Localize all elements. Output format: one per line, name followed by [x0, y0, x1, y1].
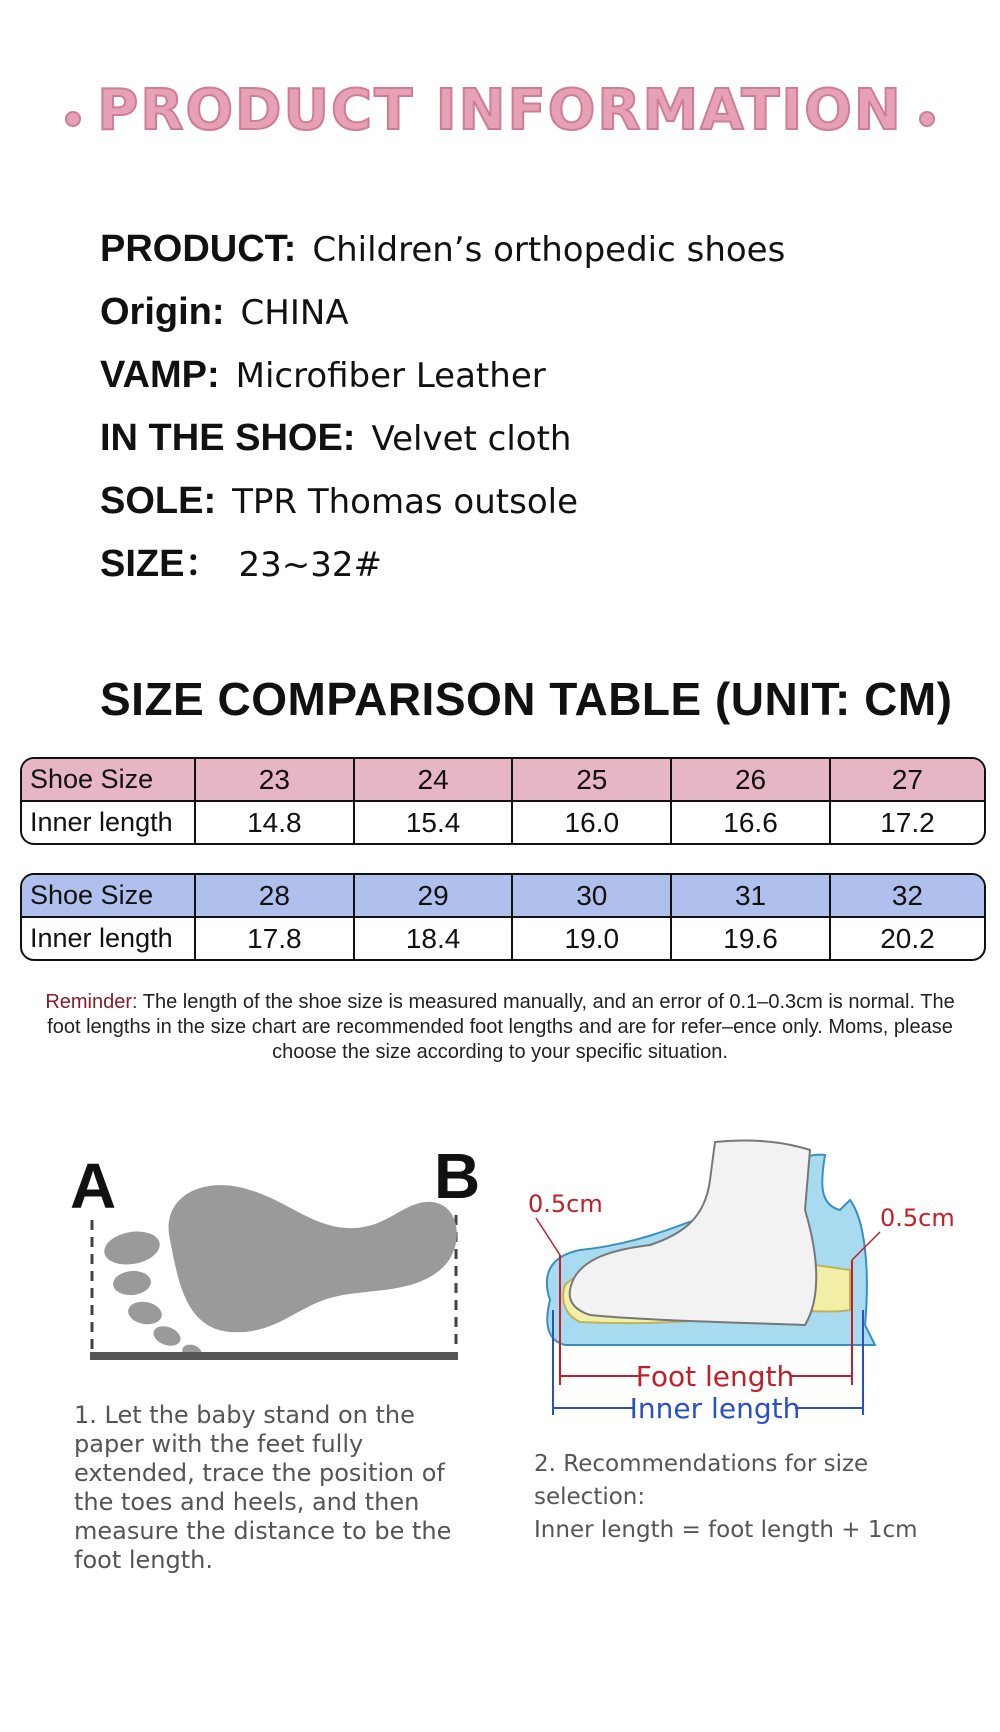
info-value: Children’s orthopedic shoes: [312, 230, 786, 270]
gap-leader-left: [536, 1218, 560, 1255]
info-row-in-the-shoe: [100, 407, 785, 470]
size-table-1: [20, 757, 986, 845]
size-table-title: SIZE COMPARISON TABLE (UNIT: CM): [100, 673, 953, 725]
table-cell: 19.0: [513, 918, 672, 959]
table-cell: 16.6: [672, 802, 831, 843]
marker-b-label: B: [434, 1140, 481, 1212]
table-cell: 17.2: [880, 806, 935, 838]
table-cell: 27: [831, 759, 984, 802]
table-cell: 28: [196, 875, 355, 918]
table-cell: 32: [831, 875, 984, 918]
step-2-line-1: 2. Recommendations for size selection:: [534, 1451, 869, 1510]
row-label: Shoe Size: [22, 759, 196, 802]
gap-label-right: 0.5cm: [880, 1204, 955, 1232]
shoe-cross-section-diagram: [520, 1110, 960, 1440]
row-label: Inner length: [22, 802, 196, 843]
table-cell: 24: [355, 759, 514, 802]
table-row-shoe-size: [22, 875, 984, 918]
table-cell: 29: [355, 875, 514, 918]
reminder-label: Reminder:: [45, 991, 138, 1013]
gap-label-left: 0.5cm: [528, 1190, 603, 1218]
info-row-vamp: [100, 344, 785, 407]
paper-baseline: [90, 1352, 458, 1360]
info-key: VAMP:: [100, 354, 220, 396]
table-cell: 23: [196, 759, 355, 802]
table-cell: 31: [672, 875, 831, 918]
info-key: SOLE:: [100, 480, 217, 522]
table-cell: 20.2: [880, 922, 935, 954]
info-key: SIZE：: [100, 543, 223, 585]
page-title: [0, 78, 1000, 143]
info-row-sole: [100, 470, 785, 533]
info-key: IN THE SHOE:: [100, 417, 356, 459]
info-key: PRODUCT:: [100, 228, 297, 270]
reminder-note: [30, 990, 970, 1065]
table-cell: 26: [672, 759, 831, 802]
info-row-origin: [100, 281, 785, 344]
table-row-inner-length: [22, 918, 984, 959]
table-cell: 30: [513, 875, 672, 918]
step-2-line-2: Inner length = foot length + 1cm: [534, 1517, 918, 1543]
table-cell: 16.0: [513, 802, 672, 843]
table-cell: 15.4: [355, 802, 514, 843]
table-cell: 18.4: [355, 918, 514, 959]
table-cell: 14.8: [196, 802, 355, 843]
info-value: CHINA: [240, 293, 349, 333]
info-value: TPR Thomas outsole: [232, 482, 578, 522]
table-cell: 19.6: [672, 918, 831, 959]
foot-icon: [570, 1140, 817, 1325]
table-cell: 25: [513, 759, 672, 802]
footprint-diagram: [60, 1120, 490, 1360]
page-title-text: PRODUCT INFORMATION: [97, 78, 903, 143]
table-cell: 17.8: [196, 918, 355, 959]
marker-a-label: A: [70, 1150, 117, 1222]
product-info: [100, 218, 785, 596]
footprint-icon: [102, 1185, 457, 1360]
row-label: Inner length: [22, 918, 196, 959]
info-row-size: [100, 533, 785, 596]
inner-length-label: Inner length: [629, 1392, 801, 1425]
size-table-2: [20, 873, 986, 961]
title-dot-right: [919, 111, 935, 127]
info-row-product: [100, 218, 785, 281]
table-row-inner-length: [22, 802, 984, 843]
step-2-instructions: [534, 1448, 974, 1547]
table-row-shoe-size: [22, 759, 984, 802]
foot-length-label: Foot length: [635, 1360, 795, 1393]
title-dot-left: [65, 111, 81, 127]
row-label: Shoe Size: [22, 875, 196, 918]
reminder-text: The length of the shoe size is measured manually, and an error of 0.1–0.3cm is normal. The foot lengths in the size chart are recommended foot lengths and are for refer–ence only. Moms, please choose the size according to your specific situation.: [47, 991, 955, 1063]
info-value: Velvet cloth: [371, 419, 572, 459]
step-1-instructions: 1. Let the baby stand on the paper with the feet fully extended, trace the position of the toes and heels, and then measure the distance to be the foot length.: [74, 1401, 452, 1574]
info-key: Origin:: [100, 291, 225, 333]
info-value: 23~32#: [238, 545, 382, 585]
info-value: Microfiber Leather: [235, 356, 546, 396]
